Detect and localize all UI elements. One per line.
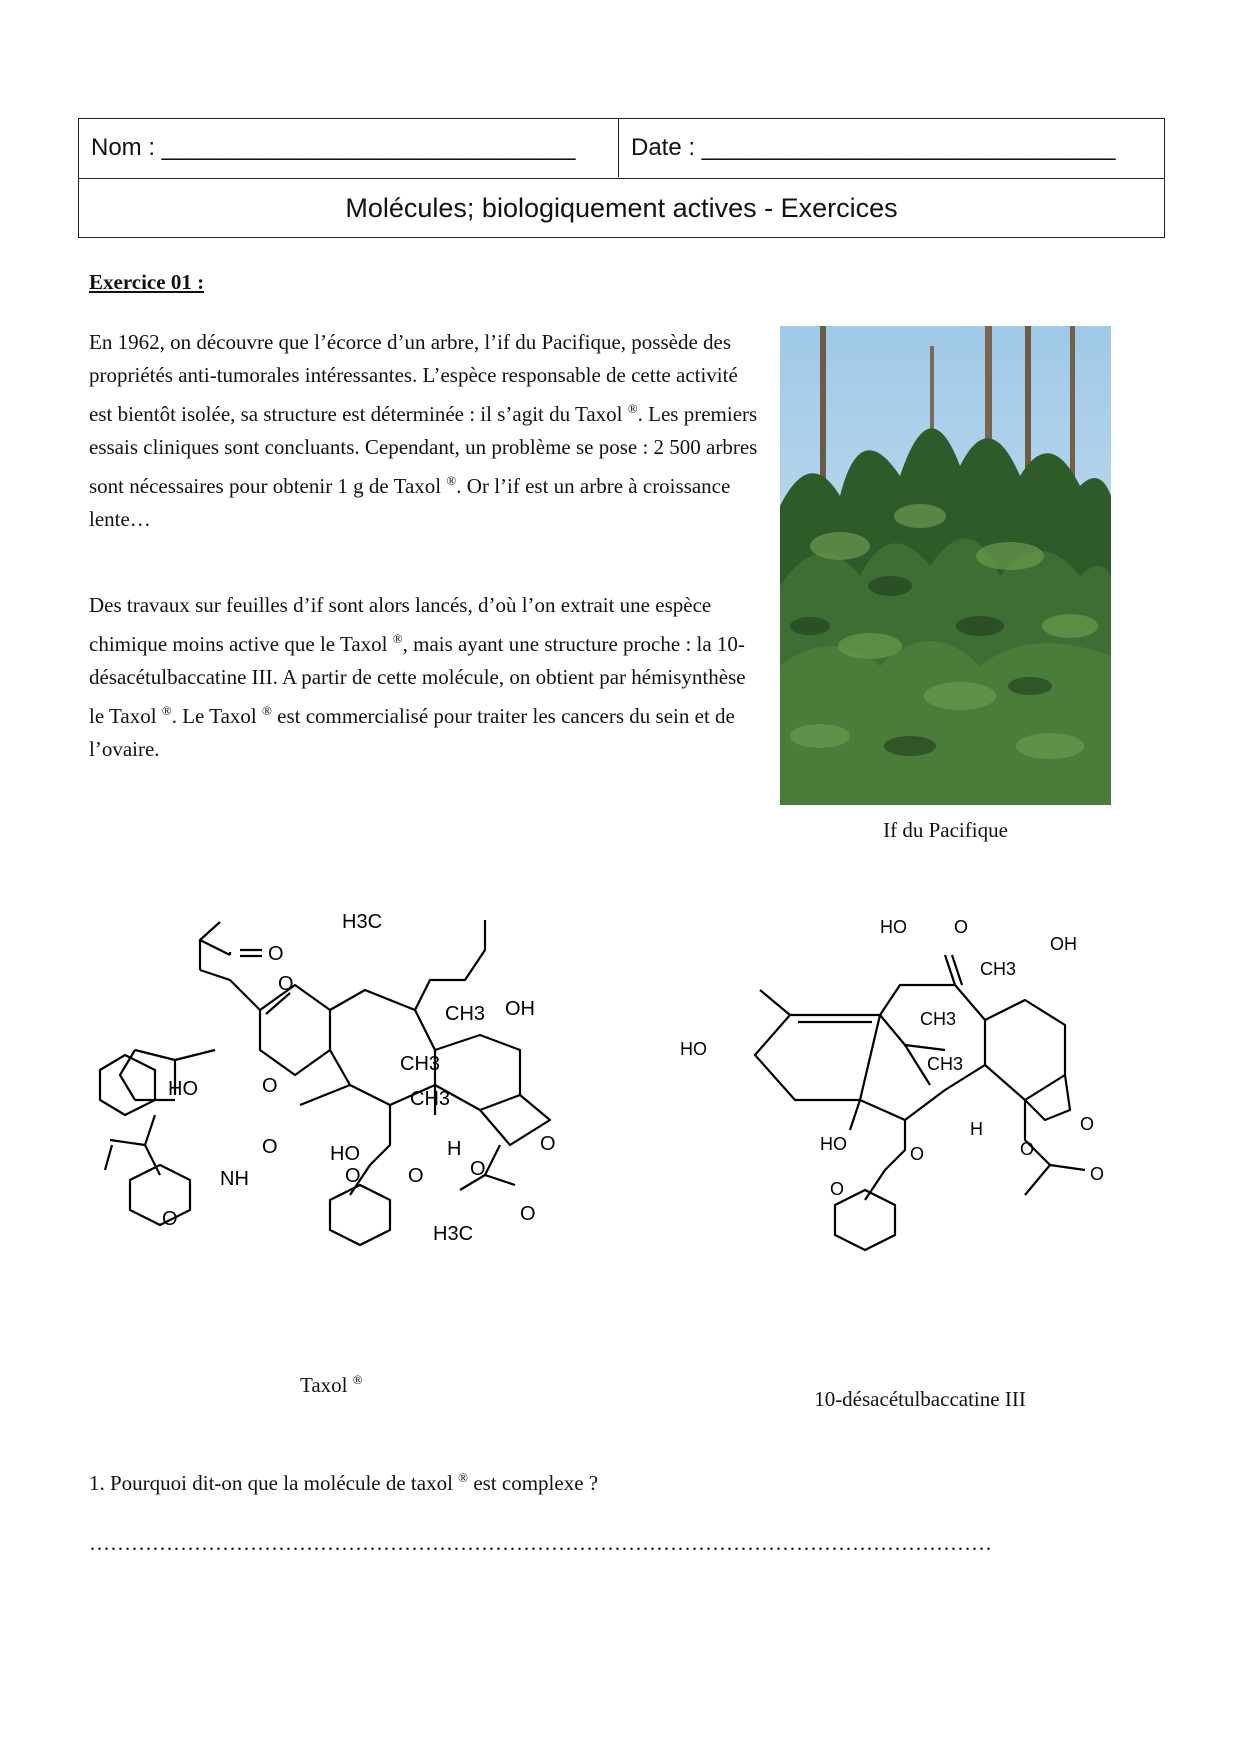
second-paragraph xyxy=(89,589,759,766)
label-o: O xyxy=(262,1136,278,1158)
registered-mark: ® xyxy=(392,631,403,646)
question-1: 1. Pourquoi dit-on que la molécule de taxol ® est complexe ? xyxy=(89,1470,599,1495)
label-o: O xyxy=(162,1208,178,1230)
label-oh: OH xyxy=(505,998,535,1020)
label-o: O xyxy=(408,1165,424,1187)
intro-paragraph xyxy=(89,326,759,536)
label-o: O xyxy=(830,1179,845,1199)
label-ch3: CH3 xyxy=(445,1003,486,1025)
label-h3c: H3C xyxy=(342,911,383,933)
text-run: est commercialisé pour traiter les cancers du sein et de l’ovaire. xyxy=(89,704,735,761)
text-run: . Or l’if est un arbre à croissance lente… xyxy=(89,474,731,531)
label-ch3: CH3 xyxy=(927,1054,964,1074)
label-ho: HO xyxy=(820,1134,847,1154)
label-o: O xyxy=(540,1133,556,1155)
label-ho: HO xyxy=(680,1039,707,1059)
label-o: O xyxy=(910,1144,925,1164)
taxol-structure-diagram xyxy=(90,900,650,1340)
header-table xyxy=(78,118,1165,238)
label-o: O xyxy=(262,1075,278,1097)
text-run: . Le Taxol xyxy=(171,704,262,728)
label-o: O xyxy=(1090,1164,1105,1184)
answer-line[interactable]: ………………………………………………………………………………………………………………… xyxy=(89,1531,992,1555)
text-run: Des travaux sur feuilles d’if sont alors lancés, d’où l’on extrait une espèce chimique moins active que le Taxol xyxy=(89,593,712,656)
registered-mark: ® xyxy=(352,1372,363,1387)
label-o: O xyxy=(278,973,294,995)
date-field[interactable]: Date : _______________________________ xyxy=(631,134,1116,161)
label-o: O xyxy=(268,943,284,965)
label-ch3: CH3 xyxy=(410,1088,451,1110)
label-h: H xyxy=(970,1119,983,1139)
label-ch3: CH3 xyxy=(920,1009,957,1029)
yew-tree-photo xyxy=(780,326,1111,805)
exercise-title: Exercice 01 : xyxy=(89,270,205,294)
label-ho: HO xyxy=(168,1078,198,1100)
baccatin-caption: 10-désacétulbaccatine III xyxy=(814,1387,1026,1411)
baccatin-structure-diagram xyxy=(680,905,1140,1375)
label-h: H xyxy=(447,1138,462,1160)
registered-mark: ® xyxy=(161,703,172,718)
label-ho: HO xyxy=(880,917,907,937)
registered-mark: ® xyxy=(261,703,272,718)
registered-mark: ® xyxy=(627,401,638,416)
name-field[interactable]: Nom : _______________________________ xyxy=(79,119,619,177)
text-run: . Les premiers essais cliniques sont concluants. Cependant, un problème se pose : 2 500 arbres sont nécessaires pour obtenir 1 g de Taxol xyxy=(89,402,758,498)
label-o: O xyxy=(1020,1139,1035,1159)
label-nh: NH xyxy=(220,1168,249,1190)
header-row xyxy=(79,119,1164,179)
text-run: , mais ayant une structure proche : la 10-désacétulbaccatine III. A partir de cette molécule, on obtient par hémisynthèse le Taxol xyxy=(89,632,746,728)
label-o: O xyxy=(345,1165,361,1187)
text-run: En 1962, on découvre que l’écorce d’un arbre, l’if du Pacifique, possède des propriétés anti-tumorales intéressantes. L’espèce responsable de cette activité est bientôt isolée, sa structure est déterminée : il s’agit du Taxol xyxy=(89,330,738,426)
registered-mark: ® xyxy=(458,1470,469,1485)
label-oh: OH xyxy=(1050,934,1077,954)
label-ch3: CH3 xyxy=(980,959,1017,979)
label-o: O xyxy=(1080,1114,1095,1134)
photo-caption: If du Pacifique xyxy=(883,818,1008,842)
label-o: O xyxy=(954,917,969,937)
label-o: O xyxy=(470,1158,486,1180)
label-ho: HO xyxy=(330,1143,360,1165)
label-ch3: CH3 xyxy=(400,1053,441,1075)
taxol-caption: Taxol ® xyxy=(300,1372,363,1397)
page-title: Molécules; biologiquement actives - Exercices xyxy=(345,193,898,223)
registered-mark: ® xyxy=(446,473,457,488)
label-h3c: H3C xyxy=(433,1223,474,1245)
label-o: O xyxy=(520,1203,536,1225)
